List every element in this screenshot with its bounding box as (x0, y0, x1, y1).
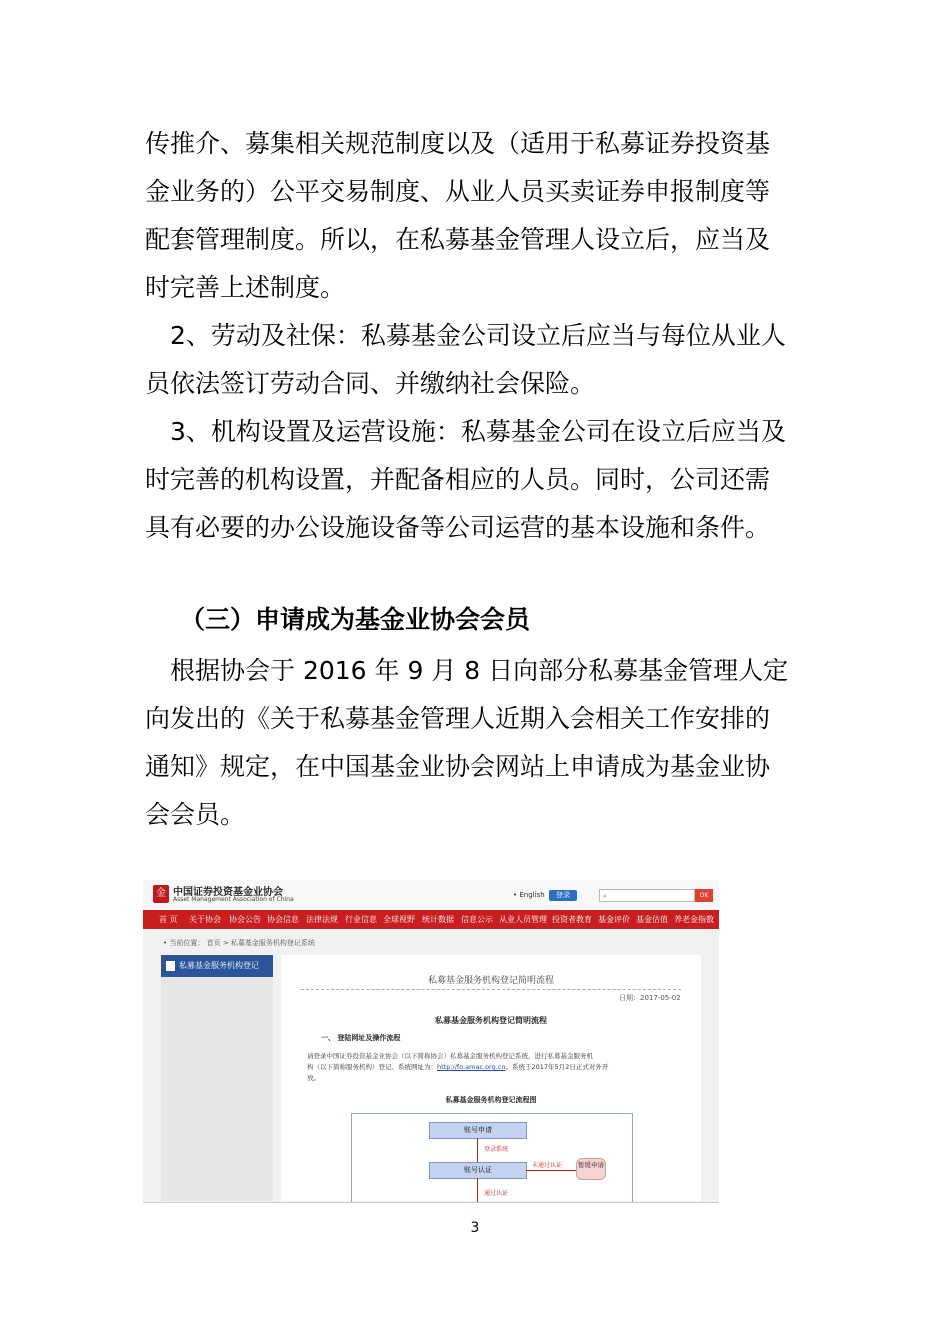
text-line: 具有必要的办公设施设备等公司运营的基本设施和条件。 (145, 513, 771, 542)
text-line: 员依法签订劳动合同、并缴纳社会保险。 (145, 369, 596, 398)
text-line: 3、机构设置及运营设施：私募基金公司在设立后应当及 (145, 417, 786, 446)
flow-step-pending: 暂缓申请 (576, 1158, 606, 1180)
sidebar (161, 955, 273, 1201)
breadcrumb: • 当前位置： 首页 > 私募基金服务机构登记系统 (163, 939, 315, 947)
text-line: 金业务的）公平交易制度、从业人员买卖证券申报制度等 (145, 177, 771, 206)
nav-item[interactable]: 行业信息 (345, 915, 377, 924)
content-title: 私募基金服务机构登记简明流程 (427, 976, 554, 986)
body-paragraph-block-2 (145, 647, 825, 839)
article-text: 。系统于2017年5月2日正式对外开 (505, 1063, 609, 1071)
article-subtitle: 私募基金服务机构登记简明流程 (435, 1016, 547, 1025)
search-icon: ⌕ (603, 892, 607, 900)
sidebar-title[interactable] (161, 955, 273, 977)
nav-item[interactable]: 协会信息 (267, 915, 299, 924)
flowchart-title: 私募基金服务机构登记流程图 (445, 1096, 537, 1104)
flow-label-passed: 通过认证 (484, 1190, 509, 1197)
article-body (307, 1051, 679, 1084)
nav-item[interactable]: 从业人员管理 (499, 915, 547, 924)
text-line: 向发出的《关于私募基金管理人近期入会相关工作安排的 (145, 704, 771, 733)
search-input[interactable] (599, 889, 695, 902)
page-number: 3 (470, 1220, 480, 1236)
content-panel (281, 955, 701, 1201)
registration-flowchart (351, 1113, 633, 1202)
site-header (143, 880, 719, 910)
flow-arrow (477, 1178, 478, 1202)
system-url-link[interactable]: http://fo.amac.org.cn (437, 1063, 506, 1071)
search-button[interactable]: OK (695, 889, 713, 902)
nav-item[interactable]: 协会公告 (229, 915, 261, 924)
article-line: 放。 (307, 1074, 320, 1082)
amac-logo-icon: 金 (153, 885, 169, 903)
body-paragraph-block-1 (145, 120, 825, 552)
logo-english-text: Asset Management Association of China (173, 896, 294, 903)
text-line: 时完善上述制度。 (145, 273, 346, 302)
text-line: 会会员。 (145, 800, 246, 829)
flow-arrow (526, 1170, 576, 1171)
text-line: 根据协会于 2016 年 9 月 8 日向部分私募基金管理人定 (145, 656, 789, 685)
login-button[interactable]: 登录 (549, 890, 577, 901)
text-line: 时完善的机构设置，并配备相应的人员。同时，公司还需 (145, 465, 771, 494)
nav-item[interactable]: 投资者教育 (552, 915, 592, 924)
text-line: 通知》规定，在中国基金业协会网站上申请成为基金业协 (145, 752, 771, 781)
nav-item[interactable]: 首 页 (159, 915, 178, 924)
article-section-heading: 一、 登陆网址及操作流程 (321, 1034, 401, 1042)
bookmark-icon (166, 961, 175, 971)
section-heading: （三）申请成为基金业协会会员 (180, 605, 531, 634)
text-line: 配套管理制度。所以，在私募基金管理人设立后，应当及 (145, 225, 771, 254)
text-line: 2、劳动及社保：私募基金公司设立后应当与每位从业人 (145, 321, 786, 350)
nav-item[interactable]: 统计数据 (422, 915, 454, 924)
nav-item[interactable]: 养老金指数 (674, 915, 714, 924)
flow-label-not-passed: 未通过认证 (532, 1162, 563, 1169)
nav-item[interactable]: 关于协会 (189, 915, 221, 924)
nav-item[interactable]: 信息公示 (461, 915, 493, 924)
logo-chinese-text: 中国证券投资基金业协会 (173, 887, 283, 898)
flow-step-account-apply: 账号申请 (429, 1122, 527, 1139)
nav-item[interactable]: 法律法规 (306, 915, 338, 924)
nav-item[interactable]: 全球视野 (383, 915, 415, 924)
article-line (307, 1062, 679, 1073)
english-link[interactable]: • English (513, 891, 545, 899)
flow-arrow (477, 1138, 478, 1163)
text-line: 传推介、募集相关规范制度以及（适用于私募证券投资基 (145, 129, 771, 158)
publish-date: 日期：2017-05-02 (619, 994, 681, 1002)
main-nav-bar (143, 910, 719, 929)
article-line: 请登录中国证券投资基金业协会（以下简称协会）私募基金服务机构登记系统，进行私募基金服务机 (307, 1052, 593, 1060)
article-text: 构（以下简称服务机构）登记。系统网址为： (307, 1063, 437, 1071)
embedded-website-screenshot (143, 880, 719, 1203)
sidebar-title-label: 私募基金服务机构登记 (179, 961, 259, 970)
nav-item[interactable]: 基金估值 (636, 915, 668, 924)
flow-step-account-verify: 账号认证 (429, 1162, 527, 1179)
flow-label-login: 登录系统 (484, 1146, 509, 1153)
divider (301, 989, 681, 990)
nav-item[interactable]: 基金评价 (598, 915, 630, 924)
